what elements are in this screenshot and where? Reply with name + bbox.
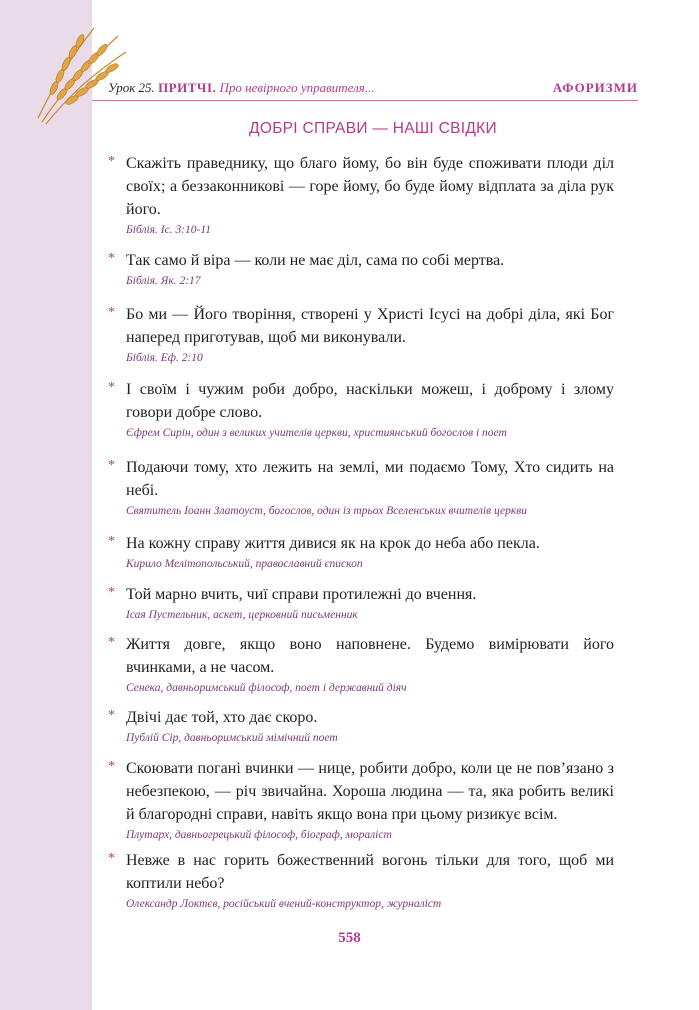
quote-source: Єфрем Сирін, один з великих учителів церкви, християнський богослов і поет <box>126 427 507 439</box>
quote-text: Скажіть праведнику, що благо йому, бо він буде споживати плоди діл своїх; а беззаконникові — горе йому, бо буде йому відплата за діла рук його. <box>126 155 614 218</box>
quote-item <box>108 249 614 287</box>
quote-item <box>108 633 614 694</box>
quote-source: Біблія. Як. 2:17 <box>126 275 201 287</box>
lesson-subtitle: Про невірного управителя... <box>219 80 375 95</box>
quote-source: Кирило Мелітопольський, православний єпископ <box>126 558 363 570</box>
quote-item <box>108 757 614 841</box>
quote-source: Біблія. Іс. 3:10-11 <box>126 224 212 236</box>
side-band <box>0 0 92 1010</box>
header-divider <box>92 100 638 101</box>
quote-text: Життя довге, якщо воно наповнене. Будемо вимірювати його вчинками, а не часом. <box>126 636 614 676</box>
bullet-icon: * <box>108 759 115 774</box>
quote-item <box>108 849 614 910</box>
quote-source: Сенека, давньоримський філософ, поет і державний діяч <box>126 682 407 694</box>
bullet-icon: * <box>108 585 115 600</box>
quote-source: Святитель Іоанн Златоуст, богослов, один із трьох Вселенських вчителів церкви <box>126 505 527 517</box>
bullet-icon: * <box>108 251 115 266</box>
quote-source: Ісая Пустельник, аскет, церковний письменник <box>126 609 358 621</box>
bullet-icon: * <box>108 635 115 650</box>
quote-text: І своїм і чужим роби добро, наскільки можеш, і доброму і злому говори добре слово. <box>126 381 614 421</box>
quote-source: Олександр Локтєв, російський вчений-конструктор, журналіст <box>126 898 442 910</box>
quote-source: Плутарх, давньогрецький філософ, біограф, мораліст <box>126 829 392 841</box>
page-header <box>108 80 638 100</box>
page-title: ДОБРІ СПРАВИ — НАШІ СВІДКИ <box>249 120 497 137</box>
quote-item <box>108 303 614 364</box>
quote-item <box>108 456 614 517</box>
bullet-icon: * <box>108 154 115 169</box>
quote-item <box>108 583 614 621</box>
quote-text: Двічі дає той, хто дає скоро. <box>126 709 318 726</box>
header-right-label: АФОРИЗМИ <box>552 80 638 95</box>
quote-text: Так само й віра — коли не має діл, сама по собі мертва. <box>126 252 505 269</box>
quote-text: Невже в нас горить божественний вогонь тільки для того, щоб ми коптили небо? <box>126 852 614 892</box>
quote-source: Публій Сір, давньоримський мімічний поет <box>126 732 338 744</box>
quote-text: На кожну справу життя дивися як на крок до неба або пекла. <box>126 535 540 552</box>
quote-item <box>108 532 614 570</box>
quote-text: Той марно вчить, чиї справи протилежні до вчення. <box>126 586 477 603</box>
bullet-icon: * <box>108 305 115 320</box>
section-label: ПРИТЧІ. <box>158 80 217 95</box>
quote-item <box>108 378 614 439</box>
quote-item <box>108 706 614 744</box>
wheat-icon <box>28 18 138 128</box>
lesson-label: Урок 25. <box>108 80 155 95</box>
quote-text: Бо ми — Його творіння, створені у Христі Ісусі на добрі діла, які Бог наперед приготував, щоб ми виконували. <box>126 306 614 346</box>
bullet-icon: * <box>108 380 115 395</box>
quote-source: Біблія. Еф. 2:10 <box>126 352 203 364</box>
page-number: 558 <box>338 930 361 946</box>
bullet-icon: * <box>108 458 115 473</box>
quote-item <box>108 152 614 236</box>
bullet-icon: * <box>108 534 115 549</box>
bullet-icon: * <box>108 851 115 866</box>
quote-text: Подаючи тому, хто лежить на землі, ми подаємо Тому, Хто сидить на небі. <box>126 459 614 499</box>
bullet-icon: * <box>108 708 115 723</box>
quote-text: Скоювати погані вчинки — нице, робити добро, коли це не пов’язано з небезпекою, — річ звичайна. Хороша людина — та, яка робить великі й благородні справи, навіть якщо вона при цьому ризикує всім. <box>126 760 614 823</box>
